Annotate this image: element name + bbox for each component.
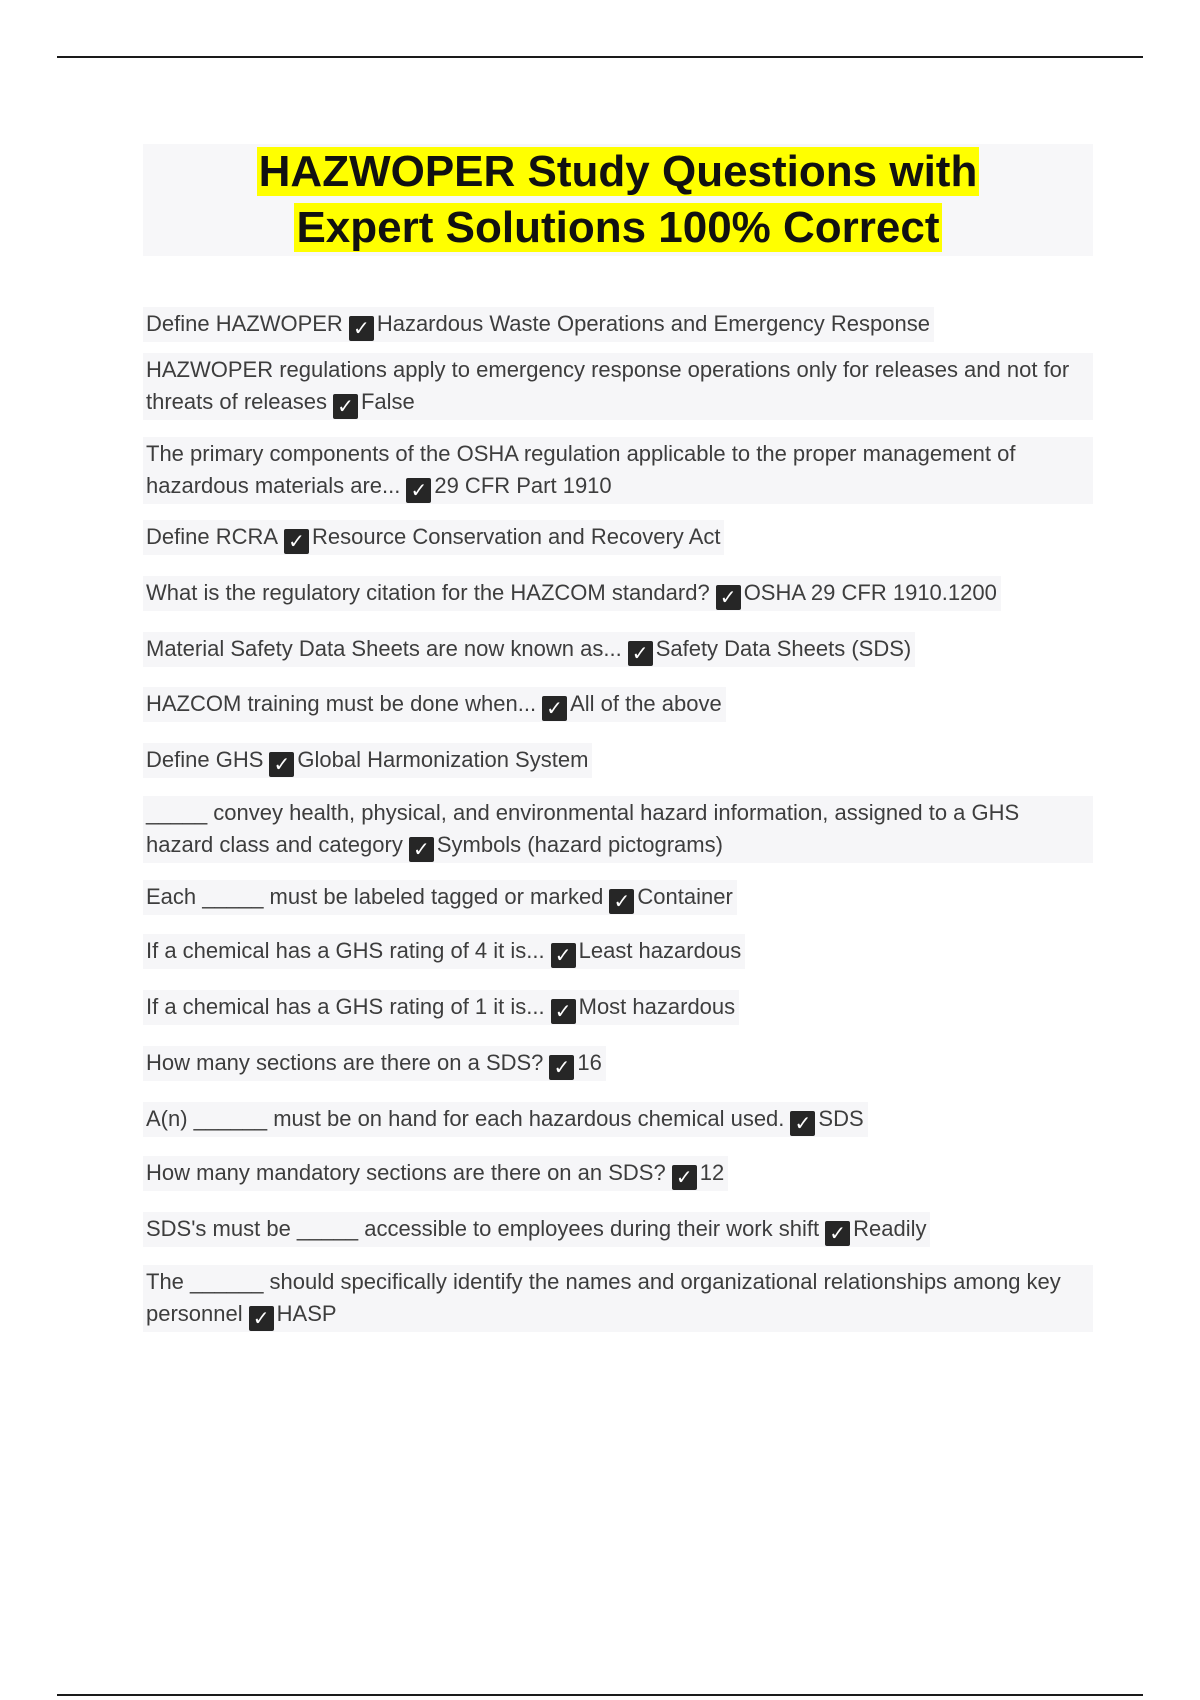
answer-text: Container <box>637 884 733 909</box>
question-text: If a chemical has a GHS rating of 4 it is... <box>146 938 545 963</box>
footer-rule <box>57 1694 1143 1696</box>
qa-text <box>143 743 592 778</box>
answer-text: Most hazardous <box>578 994 736 1019</box>
checkmark-box-icon: ✓ <box>716 585 741 610</box>
qa-item <box>143 934 1093 969</box>
qa-item <box>143 576 1093 611</box>
qa-item <box>143 353 1093 420</box>
checkmark-box-icon: ✓ <box>628 641 653 666</box>
qa-item <box>143 990 1093 1025</box>
question-text: Each _____ must be labeled tagged or marked <box>146 884 604 909</box>
qa-item <box>143 520 1093 555</box>
qa-item <box>143 880 1093 915</box>
qa-text <box>143 353 1093 420</box>
question-text: HAZWOPER regulations apply to emergency response operations only for releases and not for threats of releases <box>146 357 1070 414</box>
question-text: The ______ should specifically identify the names and organizational relationships among key personnel <box>146 1269 1061 1326</box>
checkmark-box-icon: ✓ <box>349 316 374 341</box>
checkmark-box-icon: ✓ <box>551 943 576 968</box>
qa-text <box>143 1156 728 1191</box>
checkmark-box-icon: ✓ <box>249 1306 274 1331</box>
question-text: The primary components of the OSHA regulation applicable to the proper management of hazardous materials are... <box>146 441 1016 498</box>
checkmark-box-icon: ✓ <box>284 529 309 554</box>
checkmark-box-icon: ✓ <box>542 696 567 721</box>
answer-text: False <box>360 389 415 414</box>
checkmark-box-icon: ✓ <box>790 1111 815 1136</box>
question-text: Material Safety Data Sheets are now known as... <box>146 636 622 661</box>
qa-text <box>143 796 1093 863</box>
answer-text: OSHA 29 CFR 1910.1200 <box>743 580 997 605</box>
checkmark-box-icon: ✓ <box>409 837 434 862</box>
header-rule <box>57 56 1143 58</box>
checkmark-box-icon: ✓ <box>333 394 358 419</box>
qa-item <box>143 1156 1093 1191</box>
answer-text: Global Harmonization System <box>297 747 589 772</box>
qa-item <box>143 743 1093 778</box>
qa-text <box>143 934 745 969</box>
answer-text: Hazardous Waste Operations and Emergency Response <box>376 311 930 336</box>
question-text: If a chemical has a GHS rating of 1 it is... <box>146 994 545 1019</box>
title-line-2 <box>143 200 1093 256</box>
checkmark-box-icon: ✓ <box>825 1221 850 1246</box>
page-title-line-2: Expert Solutions 100% Correct <box>296 203 940 252</box>
page-title-line-1: HAZWOPER Study Questions with <box>258 147 978 196</box>
qa-item <box>143 1265 1093 1332</box>
question-text: A(n) ______ must be on hand for each hazardous chemical used. <box>146 1106 785 1131</box>
question-text: How many mandatory sections are there on an SDS? <box>146 1160 666 1185</box>
answer-text: 16 <box>577 1050 602 1075</box>
answer-text: Symbols (hazard pictograms) <box>436 832 723 857</box>
qa-item <box>143 307 1093 342</box>
checkmark-box-icon: ✓ <box>269 752 294 777</box>
qa-text <box>143 880 737 915</box>
checkmark-box-icon: ✓ <box>609 889 634 914</box>
qa-text <box>143 687 726 722</box>
title-line-1 <box>143 144 1093 200</box>
qa-item <box>143 687 1093 722</box>
question-text: What is the regulatory citation for the HAZCOM standard? <box>146 580 710 605</box>
checkmark-box-icon: ✓ <box>551 999 576 1024</box>
answer-text: Safety Data Sheets (SDS) <box>655 636 912 661</box>
qa-item <box>143 796 1093 863</box>
checkmark-box-icon: ✓ <box>549 1055 574 1080</box>
answer-text: 29 CFR Part 1910 <box>434 473 612 498</box>
answer-text: Least hazardous <box>578 938 742 963</box>
checkmark-box-icon: ✓ <box>672 1165 697 1190</box>
answer-text: HASP <box>276 1301 337 1326</box>
question-text: _____ convey health, physical, and environmental hazard information, assigned to a GHS hazard class and category <box>146 800 1020 857</box>
qa-text <box>143 1046 606 1081</box>
qa-text <box>143 1102 868 1137</box>
qa-text <box>143 1212 930 1247</box>
qa-item <box>143 1212 1093 1247</box>
answer-text: SDS <box>818 1106 864 1131</box>
qa-text <box>143 1265 1093 1332</box>
question-text: How many sections are there on a SDS? <box>146 1050 544 1075</box>
title-block <box>143 144 1093 256</box>
question-text: Define GHS <box>146 747 264 772</box>
question-text: HAZCOM training must be done when... <box>146 691 537 716</box>
question-text: SDS's must be _____ accessible to employees during their work shift <box>146 1216 820 1241</box>
qa-item <box>143 1046 1093 1081</box>
qa-text <box>143 632 915 667</box>
answer-text: 12 <box>699 1160 725 1185</box>
answer-text: All of the above <box>570 691 722 716</box>
qa-item <box>143 437 1093 504</box>
question-text: Define RCRA <box>146 524 279 549</box>
answer-text: Resource Conservation and Recovery Act <box>312 524 721 549</box>
qa-text <box>143 437 1093 504</box>
qa-text <box>143 520 724 555</box>
qa-text <box>143 990 739 1025</box>
question-text: Define HAZWOPER <box>146 311 343 336</box>
qa-item <box>143 1102 1093 1137</box>
qa-item <box>143 632 1093 667</box>
checkmark-box-icon: ✓ <box>406 478 431 503</box>
qa-text <box>143 307 934 342</box>
answer-text: Readily <box>853 1216 927 1241</box>
qa-text <box>143 576 1001 611</box>
